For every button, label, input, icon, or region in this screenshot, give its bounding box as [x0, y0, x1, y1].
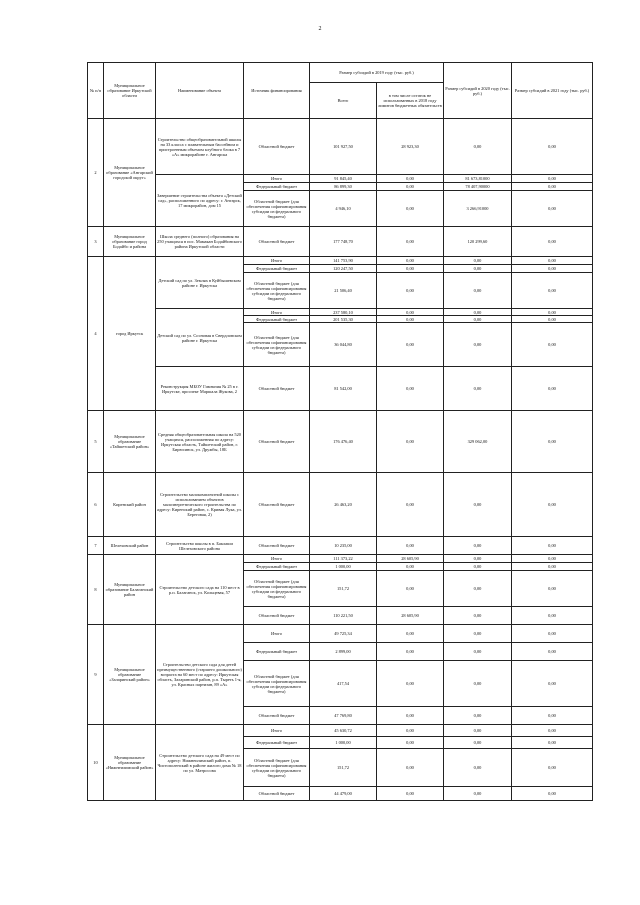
row-2021: 0,00 — [512, 555, 593, 563]
row-total: 21 506,40 — [310, 273, 377, 309]
row-2021: 0,00 — [512, 316, 593, 323]
row-incl: 0,00 — [377, 175, 444, 183]
row-2021: 0,00 — [512, 183, 593, 191]
row-no: 5 — [88, 411, 104, 473]
row-no: 8 — [88, 555, 104, 625]
row-municipality: Муниципальное образование «Нижнеилимский район» — [104, 725, 156, 801]
row-2020: 0,00 — [444, 725, 512, 737]
row-2020: 0,00 — [444, 563, 512, 571]
header-row — [88, 63, 593, 83]
row-2020: 3 266,91000 — [444, 191, 512, 227]
table-row — [88, 257, 593, 265]
row-no: 2 — [88, 119, 104, 227]
row-2021: 0,00 — [512, 661, 593, 707]
table-row — [88, 625, 593, 643]
row-source: Областной бюджет — [244, 227, 310, 257]
table-row — [88, 309, 593, 316]
row-2020: 120 299,60 — [444, 227, 512, 257]
row-2021: 0,00 — [512, 411, 593, 473]
row-2021: 0,00 — [512, 737, 593, 749]
header-municipality: Муниципальное образование Иркутской области — [104, 63, 156, 119]
row-2021: 0,00 — [512, 119, 593, 175]
subsidies-table — [87, 62, 593, 801]
row-total: 44 479,00 — [310, 787, 377, 801]
row-source: Областной бюджет (для обеспечения софинансирования субсидии из федерального бюджета) — [244, 749, 310, 787]
row-2020: 81 673,81000 — [444, 175, 512, 183]
row-2020: 0,00 — [444, 273, 512, 309]
row-total: 81 542,00 — [310, 367, 377, 411]
row-source: Федеральный бюджет — [244, 643, 310, 661]
row-2020: 329 062,00 — [444, 411, 512, 473]
row-source: Федеральный бюджет — [244, 737, 310, 749]
row-incl: 0,00 — [377, 191, 444, 227]
row-incl: 0,00 — [377, 625, 444, 643]
row-total: 45 630,72 — [310, 725, 377, 737]
row-incl: 0,00 — [377, 571, 444, 607]
row-incl: 0,00 — [377, 537, 444, 555]
row-source: Областной бюджет — [244, 537, 310, 555]
row-object: Детский сад по ул. Сосновая в Свердловском районе г. Иркутска — [156, 309, 244, 367]
row-municipality: Муниципальное образование «Ангарский городской округ» — [104, 119, 156, 227]
row-source: Итого — [244, 175, 310, 183]
row-2020: 78 407,90000 — [444, 183, 512, 191]
row-source: Итого — [244, 725, 310, 737]
row-2021: 0,00 — [512, 749, 593, 787]
row-incl: 0,00 — [377, 323, 444, 367]
table-row — [88, 175, 593, 183]
row-total: 10 235,00 — [310, 537, 377, 555]
row-source: Федеральный бюджет — [244, 183, 310, 191]
row-object: Строительство школы в п. Баклаши Шелеховского района — [156, 537, 244, 555]
row-municipality: Муниципальное образование город Бодайбо и района — [104, 227, 156, 257]
row-no: 4 — [88, 257, 104, 411]
row-municipality: Киренский район — [104, 473, 156, 537]
row-total: 151,72 — [310, 749, 377, 787]
row-total: 4 946,10 — [310, 191, 377, 227]
row-source: Областной бюджет — [244, 411, 310, 473]
row-object: Школа среднего (полного) образования на 250 учащихся в пос. Мамакан Бодайбинского района Иркутской области — [156, 227, 244, 257]
header-object: Наименование объекта — [156, 63, 244, 119]
row-total: 49 725,34 — [310, 625, 377, 643]
row-source: Итого — [244, 309, 310, 316]
row-incl: 0,00 — [377, 227, 444, 257]
row-2020: 0,00 — [444, 323, 512, 367]
row-incl: 0,00 — [377, 737, 444, 749]
row-object: Строительство детского сада для детей преимущественного (старшего дошкольного) возраста на 60 мест по адресу: Иркутская область, Заларинский район, р.п. Тыреть 1-я, ул. Красных партизан, 89 «А» — [156, 625, 244, 725]
row-2020: 0,00 — [444, 737, 512, 749]
row-incl: 0,00 — [377, 411, 444, 473]
row-2021: 0,00 — [512, 323, 593, 367]
row-total: 36 044,80 — [310, 323, 377, 367]
row-incl: 0,00 — [377, 725, 444, 737]
table-row — [88, 367, 593, 411]
row-2021: 0,00 — [512, 563, 593, 571]
table-row — [88, 537, 593, 555]
row-object: Средняя общеобразовательная школа на 520 учащихся, расположенная по адресу: Иркутская область, Тайшетский район, г. Бирюсинск, ул. Дружбы, 18Б — [156, 411, 244, 473]
row-2021: 0,00 — [512, 787, 593, 801]
header-incl: в том числе остаток не использованных в 2018 году лимитов бюджетных обязательств — [377, 83, 444, 119]
row-2021: 0,00 — [512, 191, 593, 227]
row-source: Областной бюджет (для обеспечения софинансирования субсидии из федерального бюджета) — [244, 571, 310, 607]
row-object: Реконструкция МБОУ Гимназия № 25 в г. Иркутске, проспект Маршала Жукова, 2 — [156, 367, 244, 411]
row-2020: 0,00 — [444, 309, 512, 316]
row-no: 7 — [88, 537, 104, 555]
row-2021: 0,00 — [512, 273, 593, 309]
row-incl: 0,00 — [377, 749, 444, 787]
row-source: Итого — [244, 257, 310, 265]
row-source: Итого — [244, 555, 310, 563]
row-2021: 0,00 — [512, 607, 593, 625]
row-2021: 0,00 — [512, 309, 593, 316]
header-total: Всего — [310, 83, 377, 119]
row-2021: 0,00 — [512, 265, 593, 273]
row-no: 6 — [88, 473, 104, 537]
row-incl: 0,00 — [377, 473, 444, 537]
row-source: Областной бюджет (для обеспечения софинансирования субсидии из федерального бюджета) — [244, 273, 310, 309]
row-object: Строительство детского сада на 49 мест по адресу: Нижнеилимский район, п. Чистополенский в районе жилого дома № 18 по ул. Матросова — [156, 725, 244, 801]
row-source: Областной бюджет (для обеспечения софинансирования субсидии из федерального бюджета) — [244, 661, 310, 707]
row-2020: 0,00 — [444, 316, 512, 323]
row-total: 91 845,40 — [310, 175, 377, 183]
row-total: 1 000,00 — [310, 737, 377, 749]
row-2020: 0,00 — [444, 707, 512, 725]
row-total: 101 927,50 — [310, 119, 377, 175]
row-source: Итого — [244, 625, 310, 643]
row-object: Строительство детского сада на 110 мест в р.п. Балаганск, ул. Кольцевая, 57 — [156, 555, 244, 625]
row-2020: 0,00 — [444, 555, 512, 563]
header-sub2020: Размер субсидий в 2020 году (тыс. руб.) — [444, 63, 512, 119]
row-2021: 0,00 — [512, 643, 593, 661]
row-2021: 0,00 — [512, 571, 593, 607]
row-total: 110 221,50 — [310, 607, 377, 625]
row-2020: 0,00 — [444, 537, 512, 555]
row-object: Детский сад по ул. Землях в Куйбышевском районе г. Иркутска — [156, 257, 244, 309]
row-total: 86 899,30 — [310, 183, 377, 191]
row-total: 47 769,80 — [310, 707, 377, 725]
row-incl: 0,00 — [377, 563, 444, 571]
row-source: Федеральный бюджет — [244, 316, 310, 323]
row-source: Областной бюджет — [244, 119, 310, 175]
row-total: 177 748,70 — [310, 227, 377, 257]
row-municipality: город Иркутск — [104, 257, 156, 411]
table-row — [88, 411, 593, 473]
row-2020: 0,00 — [444, 119, 512, 175]
row-incl: 0,00 — [377, 367, 444, 411]
row-incl: 0,00 — [377, 787, 444, 801]
row-incl: 0,00 — [377, 309, 444, 316]
row-2021: 0,00 — [512, 227, 593, 257]
row-object: Строительство общеобразовательной школы на 33 класса с плавательным бассейном и пристроенным объемом клубного блока в 7 «А» микрорайоне г. Ангарска — [156, 119, 244, 175]
row-total: 2 899,00 — [310, 643, 377, 661]
row-total: 1 000,00 — [310, 563, 377, 571]
table-row — [88, 725, 593, 737]
row-2020: 0,00 — [444, 661, 512, 707]
row-2020: 0,00 — [444, 643, 512, 661]
row-incl: 28 605,90 — [377, 555, 444, 563]
row-source: Областной бюджет — [244, 707, 310, 725]
row-total: 26 463,20 — [310, 473, 377, 537]
row-municipality: Шелеховский район — [104, 537, 156, 555]
row-no: 10 — [88, 725, 104, 801]
row-object: Строительство малокомплектной школы с использованием объектов малоэнергетического строительства по адресу: Киренский район, с. Кривая Лука, ул. Береговая, 2) — [156, 473, 244, 537]
row-total: 120 247,50 — [310, 265, 377, 273]
row-2021: 0,00 — [512, 257, 593, 265]
row-incl: 28 923,30 — [377, 119, 444, 175]
row-2020: 0,00 — [444, 607, 512, 625]
row-source: Федеральный бюджет — [244, 563, 310, 571]
header-no: № п/п — [88, 63, 104, 119]
row-2021: 0,00 — [512, 367, 593, 411]
row-2020: 0,00 — [444, 625, 512, 643]
row-2020: 0,00 — [444, 367, 512, 411]
row-2020: 0,00 — [444, 571, 512, 607]
row-2020: 0,00 — [444, 787, 512, 801]
row-source: Федеральный бюджет — [244, 265, 310, 273]
row-no: 3 — [88, 227, 104, 257]
row-source: Областной бюджет — [244, 367, 310, 411]
header-sub2021: Размер субсидий в 2021 году (тыс. руб.) — [512, 63, 593, 119]
row-incl: 0,00 — [377, 183, 444, 191]
row-2021: 0,00 — [512, 537, 593, 555]
row-incl: 0,00 — [377, 661, 444, 707]
row-object: Завершение строительства объекта «Детский сад», расположенного по адресу: г. Ангарск, 17 микрорайон, дом 15 — [156, 175, 244, 227]
row-2020: 0,00 — [444, 265, 512, 273]
row-municipality: Муниципальное образование «Тайшетский район» — [104, 411, 156, 473]
row-2021: 0,00 — [512, 473, 593, 537]
row-2020: 0,00 — [444, 749, 512, 787]
row-total: 151,72 — [310, 571, 377, 607]
row-source: Областной бюджет — [244, 607, 310, 625]
row-source: Областной бюджет (для обеспечения софинансирования субсидии из федерального бюджета) — [244, 323, 310, 367]
row-total: 141 753,90 — [310, 257, 377, 265]
table-row — [88, 119, 593, 175]
page-number: 2 — [318, 26, 322, 32]
row-incl: 0,00 — [377, 316, 444, 323]
row-2020: 0,00 — [444, 473, 512, 537]
row-incl: 0,00 — [377, 265, 444, 273]
row-2020: 0,00 — [444, 257, 512, 265]
row-2021: 0,00 — [512, 175, 593, 183]
row-source: Областной бюджет — [244, 787, 310, 801]
row-total: 201 535,30 — [310, 316, 377, 323]
row-no: 9 — [88, 625, 104, 725]
table-row — [88, 227, 593, 257]
row-incl: 0,00 — [377, 257, 444, 265]
row-total: 417,54 — [310, 661, 377, 707]
row-municipality: Муниципальное образование Балаганский район — [104, 555, 156, 625]
header-sub2019: Размер субсидий в 2019 году (тыс. руб.) — [310, 63, 444, 83]
row-2021: 0,00 — [512, 725, 593, 737]
table-row — [88, 555, 593, 563]
row-total: 111 373,22 — [310, 555, 377, 563]
row-incl: 0,00 — [377, 273, 444, 309]
row-total: 237 580,10 — [310, 309, 377, 316]
row-incl: 0,00 — [377, 707, 444, 725]
row-source: Областной бюджет — [244, 473, 310, 537]
row-2021: 0,00 — [512, 625, 593, 643]
row-incl: 0,00 — [377, 643, 444, 661]
row-incl: 28 605,90 — [377, 607, 444, 625]
row-total: 176 476,40 — [310, 411, 377, 473]
header-source: Источник финансирования — [244, 63, 310, 119]
row-2021: 0,00 — [512, 707, 593, 725]
row-municipality: Муниципальное образование «Заларинский район» — [104, 625, 156, 725]
row-source: Областной бюджет (для обеспечения софинансирования субсидии из федерального бюджета) — [244, 191, 310, 227]
table-row — [88, 473, 593, 537]
